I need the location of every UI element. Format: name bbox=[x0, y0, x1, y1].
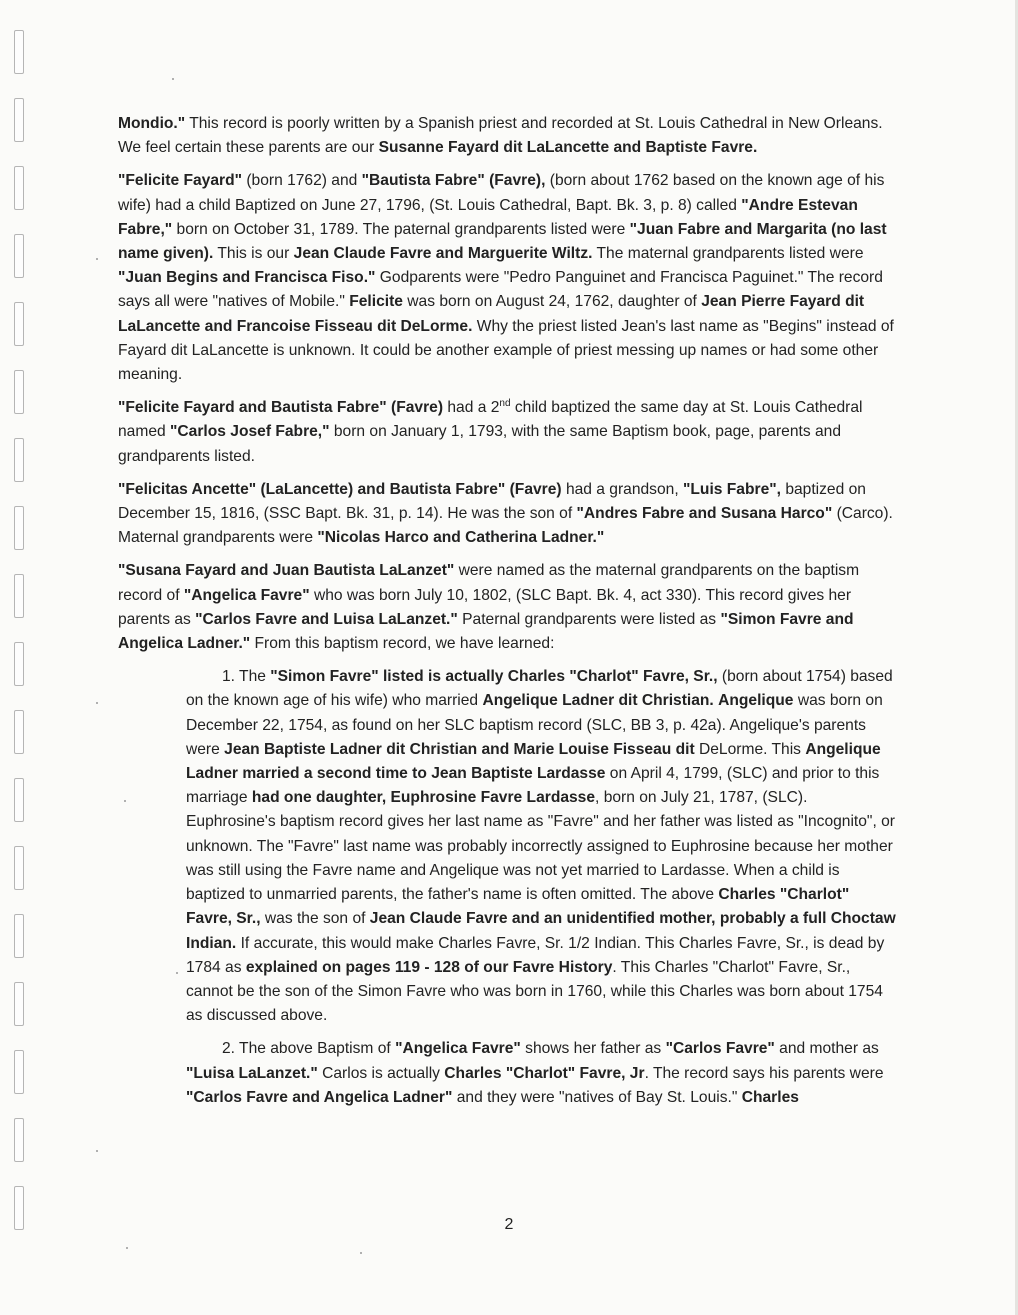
scan-speck bbox=[360, 1252, 362, 1254]
text-run: were named as the maternal grandparents on the baptism record of bbox=[118, 562, 860, 604]
bold-text-run: Charles "Charlot" Favre, Jr bbox=[444, 1064, 645, 1082]
text-run: This is our bbox=[213, 245, 294, 263]
binder-hole bbox=[14, 710, 24, 754]
bold-text-run: "Felicite Fayard" bbox=[118, 172, 242, 190]
text-run: DeLorme. This bbox=[694, 740, 806, 758]
text-run: (born about 1762 based on the known age of his wife) had a child Baptized on June 27, 1796, (St. Louis Cathedral, Bapt. Bk. 3, p. 8) called bbox=[118, 172, 885, 214]
text-run: and mother as bbox=[774, 1040, 879, 1058]
bold-text-run: Angelique Ladner dit Christian. bbox=[482, 692, 714, 710]
bold-text-run: "Angelica Favre" bbox=[183, 586, 310, 604]
scan-speck bbox=[176, 972, 178, 974]
bold-text-run: "Simon Favre" listed is actually Charles "Charlot" Favre, Sr., bbox=[270, 668, 718, 686]
binder-hole bbox=[14, 982, 24, 1026]
bold-text-run: "Nicolas Harco and Catherina Ladner." bbox=[317, 529, 605, 547]
text-run: had a grandson, bbox=[561, 480, 683, 498]
paragraph bbox=[118, 559, 898, 656]
bold-text-run: "Carlos Josef Fabre," bbox=[170, 423, 330, 441]
binder-hole bbox=[14, 370, 24, 414]
paragraph bbox=[118, 169, 898, 387]
binder-hole bbox=[14, 438, 24, 482]
text-run: who was born July 10, 1802, (SLC Bapt. Bk. 4, act 330). This record gives her parents as bbox=[118, 586, 852, 628]
binder-hole-strip bbox=[14, 30, 38, 1290]
bold-text-run: Jean Baptiste Ladner dit Christian and Marie Louise Fisseau dit bbox=[224, 740, 695, 758]
paragraph-list bbox=[118, 112, 898, 656]
bold-text-run: "Felicitas Ancette" (LaLancette) and Bautista Fabre" (Favre) bbox=[118, 480, 562, 498]
text-run: (born 1762) and bbox=[242, 172, 362, 190]
bold-text-run: "Angelica Favre" bbox=[395, 1040, 521, 1058]
scan-speck bbox=[126, 1247, 128, 1249]
bold-text-run: "Luis Fabre", bbox=[683, 480, 781, 498]
page-number: 2 bbox=[504, 1216, 514, 1233]
bold-text-run: Felicite bbox=[349, 293, 403, 311]
bold-text-run: "Luisa LaLanzet." bbox=[186, 1064, 318, 1082]
text-run: baptized on December 15, 1816, (SSC Bapt. Bk. 31, p. 14). He was the son of bbox=[118, 480, 866, 523]
bold-text-run: Jean Claude Favre and an unidentified mother, probably a full Choctaw Indian. bbox=[186, 910, 896, 952]
bold-text-run: "Juan Begins and Francisca Fiso." bbox=[118, 269, 376, 287]
bold-text-run: "Carlos Favre and Angelica Ladner" bbox=[186, 1088, 453, 1106]
paragraph bbox=[118, 396, 898, 469]
bold-text-run: "Felicite Fayard and Bautista Fabre" (Favre) bbox=[118, 399, 444, 417]
superscript-text: nd bbox=[499, 398, 511, 410]
scan-speck bbox=[96, 258, 98, 260]
paragraph bbox=[118, 478, 898, 551]
text-run: was the son of bbox=[260, 910, 370, 928]
text-run: Paternal grandparents were listed as bbox=[457, 610, 721, 628]
binder-hole bbox=[14, 778, 24, 822]
text-run: Carlos is actually bbox=[317, 1064, 445, 1082]
binder-hole bbox=[14, 914, 24, 958]
bold-text-run: "Andre Estevan Fabre," bbox=[118, 196, 858, 238]
binder-hole bbox=[14, 506, 24, 550]
text-run: 1. The bbox=[222, 668, 271, 686]
bold-text-run: Angelique bbox=[718, 692, 794, 710]
numbered-list bbox=[118, 665, 898, 1110]
text-run: was born on December 22, 1754, as found on her SLC baptism record (SLC, BB 3, p. 42a). Angelique's parents were bbox=[186, 692, 883, 758]
bold-text-run: "Bautista Fabre" (Favre), bbox=[361, 172, 546, 190]
bold-text-run: explained on pages 119 - 128 of our Favre History bbox=[245, 958, 613, 976]
document-body bbox=[118, 112, 898, 1119]
text-run: . This Charles "Charlot" Favre, Sr., cannot be the son of the Simon Favre who was born in 1760, while this Charles was born about 1754 as discussed above. bbox=[186, 958, 883, 1025]
bold-text-run: Charles "Charlot" Favre, Sr., bbox=[186, 886, 850, 928]
scan-speck bbox=[96, 1150, 98, 1152]
paragraph bbox=[118, 112, 898, 160]
binder-hole bbox=[14, 166, 24, 210]
list-item bbox=[186, 1037, 898, 1110]
bold-text-run: had one daughter, Euphrosine Favre Lardasse bbox=[251, 789, 596, 807]
text-run: on April 4, 1799, (SLC) and prior to this marriage bbox=[186, 765, 880, 807]
text-run: The maternal grandparents listed were bbox=[592, 245, 864, 263]
text-run: If accurate, this would make Charles Favre, Sr. 1/2 Indian. This Charles Favre, Sr., is dead by 1784 as bbox=[186, 934, 885, 976]
binder-hole bbox=[14, 642, 24, 686]
bold-text-run: "Juan Fabre and Margarita (no last name given). bbox=[118, 220, 887, 263]
binder-hole bbox=[14, 1050, 24, 1094]
bold-text-run: "Simon Favre and Angelica Ladner." bbox=[118, 610, 854, 653]
text-run: (Carco). Maternal grandparents were bbox=[118, 505, 893, 547]
binder-hole bbox=[14, 846, 24, 890]
binder-hole bbox=[14, 98, 24, 142]
text-run: child baptized the same day at St. Louis Cathedral named bbox=[118, 399, 863, 441]
scan-speck bbox=[172, 78, 174, 80]
text-run: and they were "natives of Bay St. Louis." bbox=[452, 1088, 742, 1106]
bold-text-run: "Carlos Favre" bbox=[665, 1040, 775, 1058]
binder-hole bbox=[14, 1118, 24, 1162]
bold-text-run: Charles bbox=[741, 1088, 799, 1106]
text-run: From this baptism record, we have learned: bbox=[250, 635, 555, 653]
text-run: born on January 1, 1793, with the same Baptism book, page, parents and grandparents listed. bbox=[118, 423, 841, 465]
text-run: Why the priest listed Jean's last name as "Begins" instead of Fayard dit LaLancette is unknown. It could be another example of priest messing up names or had some other meaning. bbox=[118, 317, 894, 384]
scan-speck bbox=[124, 800, 126, 802]
text-run: . The record says his parents were bbox=[644, 1064, 884, 1082]
text-run: This record is poorly written by a Spanish priest and recorded at St. Louis Cathedral in New Orleans. We feel certain these parents are our bbox=[118, 115, 883, 157]
text-run: born on October 31, 1789. The paternal grandparents listed were bbox=[172, 220, 630, 238]
binder-hole bbox=[14, 234, 24, 278]
binder-hole bbox=[14, 302, 24, 346]
text-run: shows her father as bbox=[520, 1040, 666, 1058]
text-run: 2. The above Baptism of bbox=[222, 1040, 396, 1058]
bold-text-run: Mondio." bbox=[118, 115, 186, 132]
bold-text-run: Angelique Ladner married a second time to Jean Baptiste Lardasse bbox=[186, 740, 881, 783]
text-run: (born about 1754) based on the known age of his wife) who married bbox=[186, 668, 893, 710]
list-item bbox=[186, 665, 898, 1028]
scan-speck bbox=[96, 702, 98, 704]
bold-text-run: "Carlos Favre and Luisa LaLanzet." bbox=[195, 610, 458, 628]
bold-text-run: Susanne Fayard dit LaLancette and Baptiste Favre. bbox=[378, 139, 758, 157]
text-run: Godparents were "Pedro Panguinet and Francisca Paguinet." The record says all were "natives of Mobile." bbox=[118, 269, 883, 311]
binder-hole bbox=[14, 574, 24, 618]
text-run: was born on August 24, 1762, daughter of bbox=[402, 293, 702, 311]
bold-text-run: "Andres Fabre and Susana Harco" bbox=[576, 505, 833, 523]
text-run: , born on July 21, 1787, (SLC). Euphrosine's baptism record gives her last name as "Favre" and her father was listed as "Incognito", or unknown. The "Favre" last name was probably incorrectly assigned to Euphrosine because her mother was still using the Favre name and Angelique was not yet married to Lardasse. When a child is baptized to unmarried parents, the father's name is often omitted. The above bbox=[186, 789, 895, 904]
bold-text-run: Jean Claude Favre and Marguerite Wiltz. bbox=[293, 245, 593, 263]
bold-text-run: "Susana Fayard and Juan Bautista LaLanzet" bbox=[118, 562, 455, 580]
text-run: had a 2 bbox=[443, 399, 500, 417]
binder-hole bbox=[14, 30, 24, 74]
bold-text-run: Jean Pierre Fayard dit LaLancette and Francoise Fisseau dit DeLorme. bbox=[118, 293, 865, 335]
